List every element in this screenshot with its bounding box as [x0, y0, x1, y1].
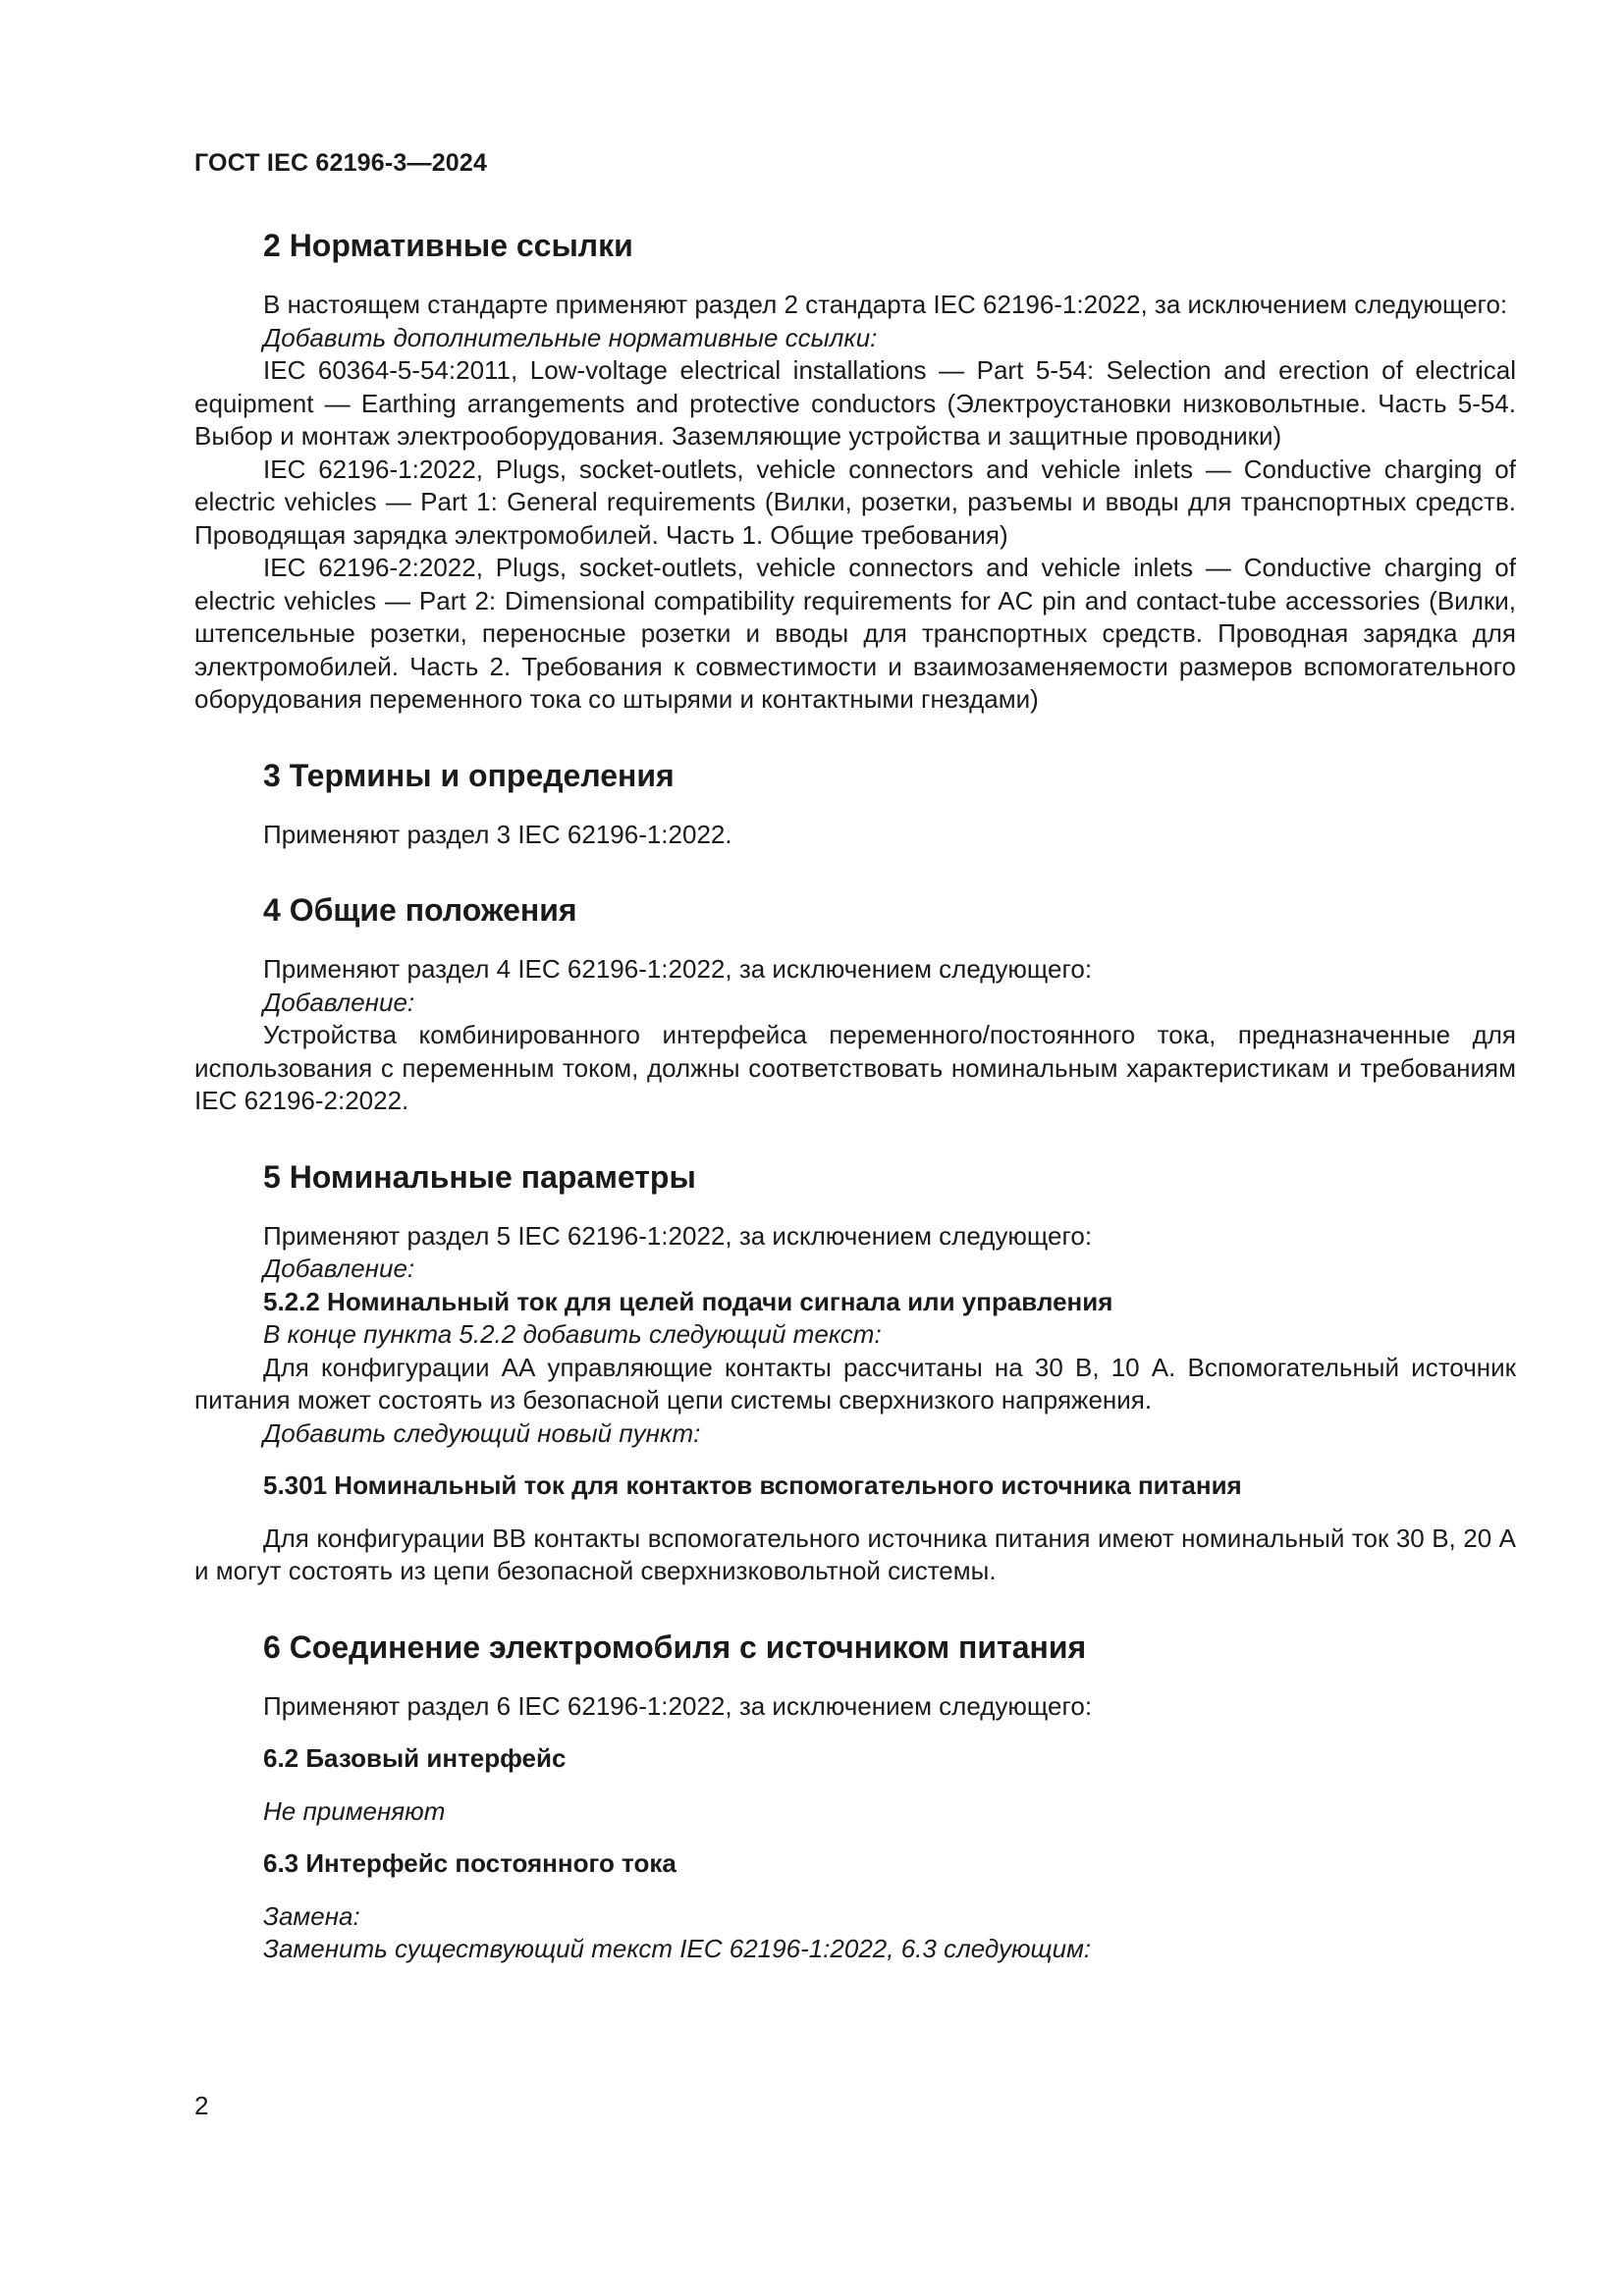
subsection-6-3-instruction: Заменить существующий текст IEC 62196-1:2022, 6.3 следующим: [263, 1934, 1092, 1963]
subsection-5-301-text: Для конфигурации ВВ контакты вспомогательного источника питания имеют номинальный ток 30 В, 20 А и могут состоять из цепи безопасной сверхнизковольтной системы. [194, 1522, 1516, 1585]
subsection-5-2-2-instruction: В конце пункта 5.2.2 добавить следующий текст: [263, 1319, 882, 1349]
section-4-addition-label: Добавление: [263, 987, 415, 1017]
reference-iec-62196-1: IEC 62196-1:2022, Plugs, socket-outlets, vehicle connectors and vehicle inlets — Conductive charging of electric vehicles — Part 1: General requirements (Вилки, розетки, разъемы и вводы для транспортных средств. Проводящая зарядка электромобилей. Часть 1. Общие требования) [194, 454, 1516, 550]
reference-iec-62196-2: IEC 62196-2:2022, Plugs, socket-outlets, vehicle connectors and vehicle inlets — Conductive charging of electric vehicles — Part 2: Dimensional compatibility requirements for AC pin and contact-tube accessories (Вилки, штепсельные розетки, переносные розетки и вводы для транспортных средств. Проводная зарядка для электромобилей. Часть 2. Требования к совместимости и взаимозаменяемости размеров вспомогательного оборудования переменного тока со штырями и контактными гнездами) [194, 553, 1516, 714]
page-number: 2 [194, 2091, 209, 2120]
section-6-paragraph: Применяют раздел 6 IEC 62196-1:2022, за исключением следующего: [263, 1690, 1093, 1721]
section-2-instruction: Добавить дополнительные нормативные ссылки: [263, 322, 878, 352]
section-3-heading: 3 Термины и определения [263, 757, 675, 793]
subsection-6-2-text: Не применяют [263, 1795, 446, 1826]
section-6-heading: 6 Соединение электромобиля с источником питания [263, 1629, 1087, 1665]
document-content [194, 226, 1516, 1966]
subsection-5-2-2-text: Для конфигурации АА управляющие контакты рассчитаны на 30 В, 10 А. Вспомогательный источник питания может состоять из безопасной цепи системы сверхнизкого напряжения. [194, 1352, 1516, 1415]
section-5-new-clause-instruction: Добавить следующий новый пункт: [263, 1417, 701, 1448]
reference-iec-60364: IEC 60364-5-54:2011, Low-voltage electrical installations — Part 5-54: Selection and erection of electrical equipment — Earthing arrangements and protective conductors (Электроустановки низковольтные. Часть 5-54. Выбор и монтаж электрооборудования. Заземляющие устройства и защитные проводники) [194, 355, 1516, 451]
subsection-5-2-2-heading: 5.2.2 Номинальный ток для целей подачи сигнала или управления [263, 1286, 1113, 1316]
section-5-paragraph: Применяют раздел 5 IEC 62196-1:2022, за исключением следующего: [263, 1220, 1093, 1251]
subsection-6-3-replacement-label: Замена: [263, 1900, 360, 1931]
document-code: ГОСТ IEC 62196-3—2024 [194, 149, 488, 177]
section-5-addition-label: Добавление: [263, 1254, 415, 1283]
section-4-heading: 4 Общие положения [263, 892, 577, 928]
section-4-paragraph: Применяют раздел 4 IEC 62196-1:2022, за исключением следующего: [263, 954, 1093, 984]
subsection-5-301-heading: 5.301 Номинальный ток для контактов вспомогательного источника питания [263, 1470, 1242, 1500]
section-3-paragraph: Применяют раздел 3 IEC 62196-1:2022. [263, 819, 732, 849]
subsection-6-3-heading: 6.3 Интерфейс постоянного тока [263, 1848, 677, 1878]
section-2-heading: 2 Нормативные ссылки [263, 228, 633, 263]
section-2-paragraph: В настоящем стандарте применяют раздел 2 стандарта IEC 62196-1:2022, за исключением следующего: [263, 290, 1508, 319]
subsection-6-2-heading: 6.2 Базовый интерфейс [263, 1743, 567, 1773]
section-4-addition-text: Устройства комбинированного интерфейса переменного/постоянного тока, предназначенные для использования с переменным током, должны соответствовать номинальным характеристикам и требованиям IEC 62196-2:2022. [194, 1020, 1516, 1115]
document-page [194, 0, 1516, 2296]
section-5-heading: 5 Номинальные параметры [263, 1158, 696, 1195]
